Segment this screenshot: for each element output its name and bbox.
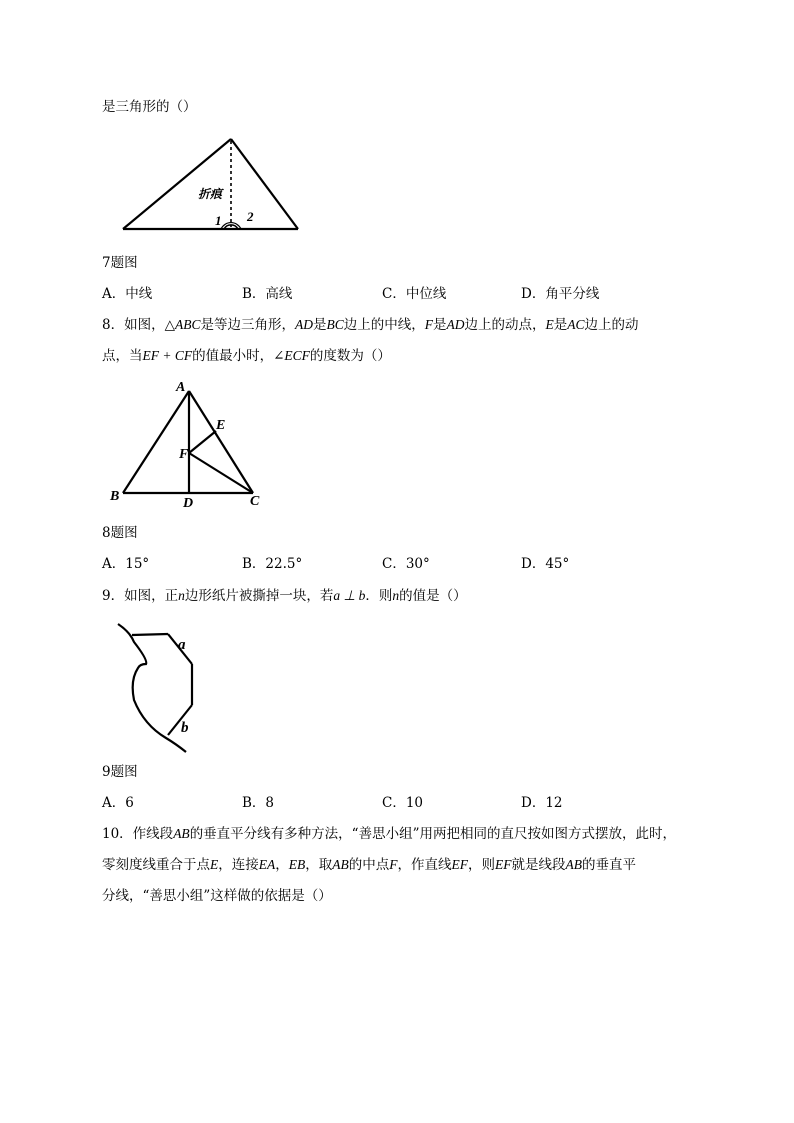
question-10-line-2: 零刻度线重合于点E，连接EA，EB，取AB的中点F，作直线EF，则EF就是线段AB的垂直平 (102, 857, 636, 873)
point-c-label: C (250, 494, 260, 509)
angle-1-label: 1 (215, 213, 222, 228)
side-b-label: b (181, 720, 189, 736)
q9-option-c[interactable]: C．10 (382, 795, 424, 811)
figure-8-caption: 8题图 (102, 525, 138, 541)
figure-9-caption: 9题图 (102, 764, 138, 780)
crease-label: 折痕 (198, 187, 223, 201)
q8-option-d[interactable]: D．45° (521, 556, 570, 572)
point-e-label: E (216, 418, 226, 433)
q7-option-d[interactable]: D．角平分线 (521, 286, 600, 302)
question-8-line-1: 8．如图，△ABC是等边三角形，AD是BC边上的中线，F是AD边上的动点，E是AC边上的动 (102, 317, 639, 333)
question-10-line-3: 分线，“善思小组”这样做的依据是（） (102, 888, 332, 904)
q7-option-b[interactable]: B．高线 (242, 286, 293, 302)
angle-2-label: 2 (247, 209, 254, 224)
point-d-label: D (183, 496, 194, 511)
point-a-label: A (176, 380, 186, 395)
question-9-line-1: 9．如图，正n边形纸片被撕掉一块，若a ⊥ b．则n的值是（） (102, 588, 467, 604)
q9-option-b[interactable]: B．8 (242, 795, 275, 811)
side-a-label: a (178, 637, 186, 653)
q9-option-a[interactable]: A．6 (102, 795, 134, 811)
point-f-label: F (179, 447, 189, 462)
q7-option-a[interactable]: A．中线 (102, 286, 153, 302)
question-6-tail: 是三角形的（） (102, 99, 197, 115)
q8-option-b[interactable]: B．22.5° (242, 556, 303, 572)
figure-7-caption: 7题图 (102, 255, 138, 271)
point-b-label: B (110, 489, 120, 504)
q8-option-c[interactable]: C．30° (382, 556, 430, 572)
q9-option-d[interactable]: D．12 (521, 795, 563, 811)
question-10-line-1: 10．作线段AB的垂直平分线有多种方法，“善思小组”用两把相同的直尺按如图方式摆放，此时， (102, 826, 676, 842)
q8-option-a[interactable]: A．15° (102, 556, 150, 572)
question-8-line-2: 点，当EF + CF的值最小时，∠ECF的度数为（） (102, 348, 391, 364)
q7-option-c[interactable]: C．中位线 (382, 286, 447, 302)
